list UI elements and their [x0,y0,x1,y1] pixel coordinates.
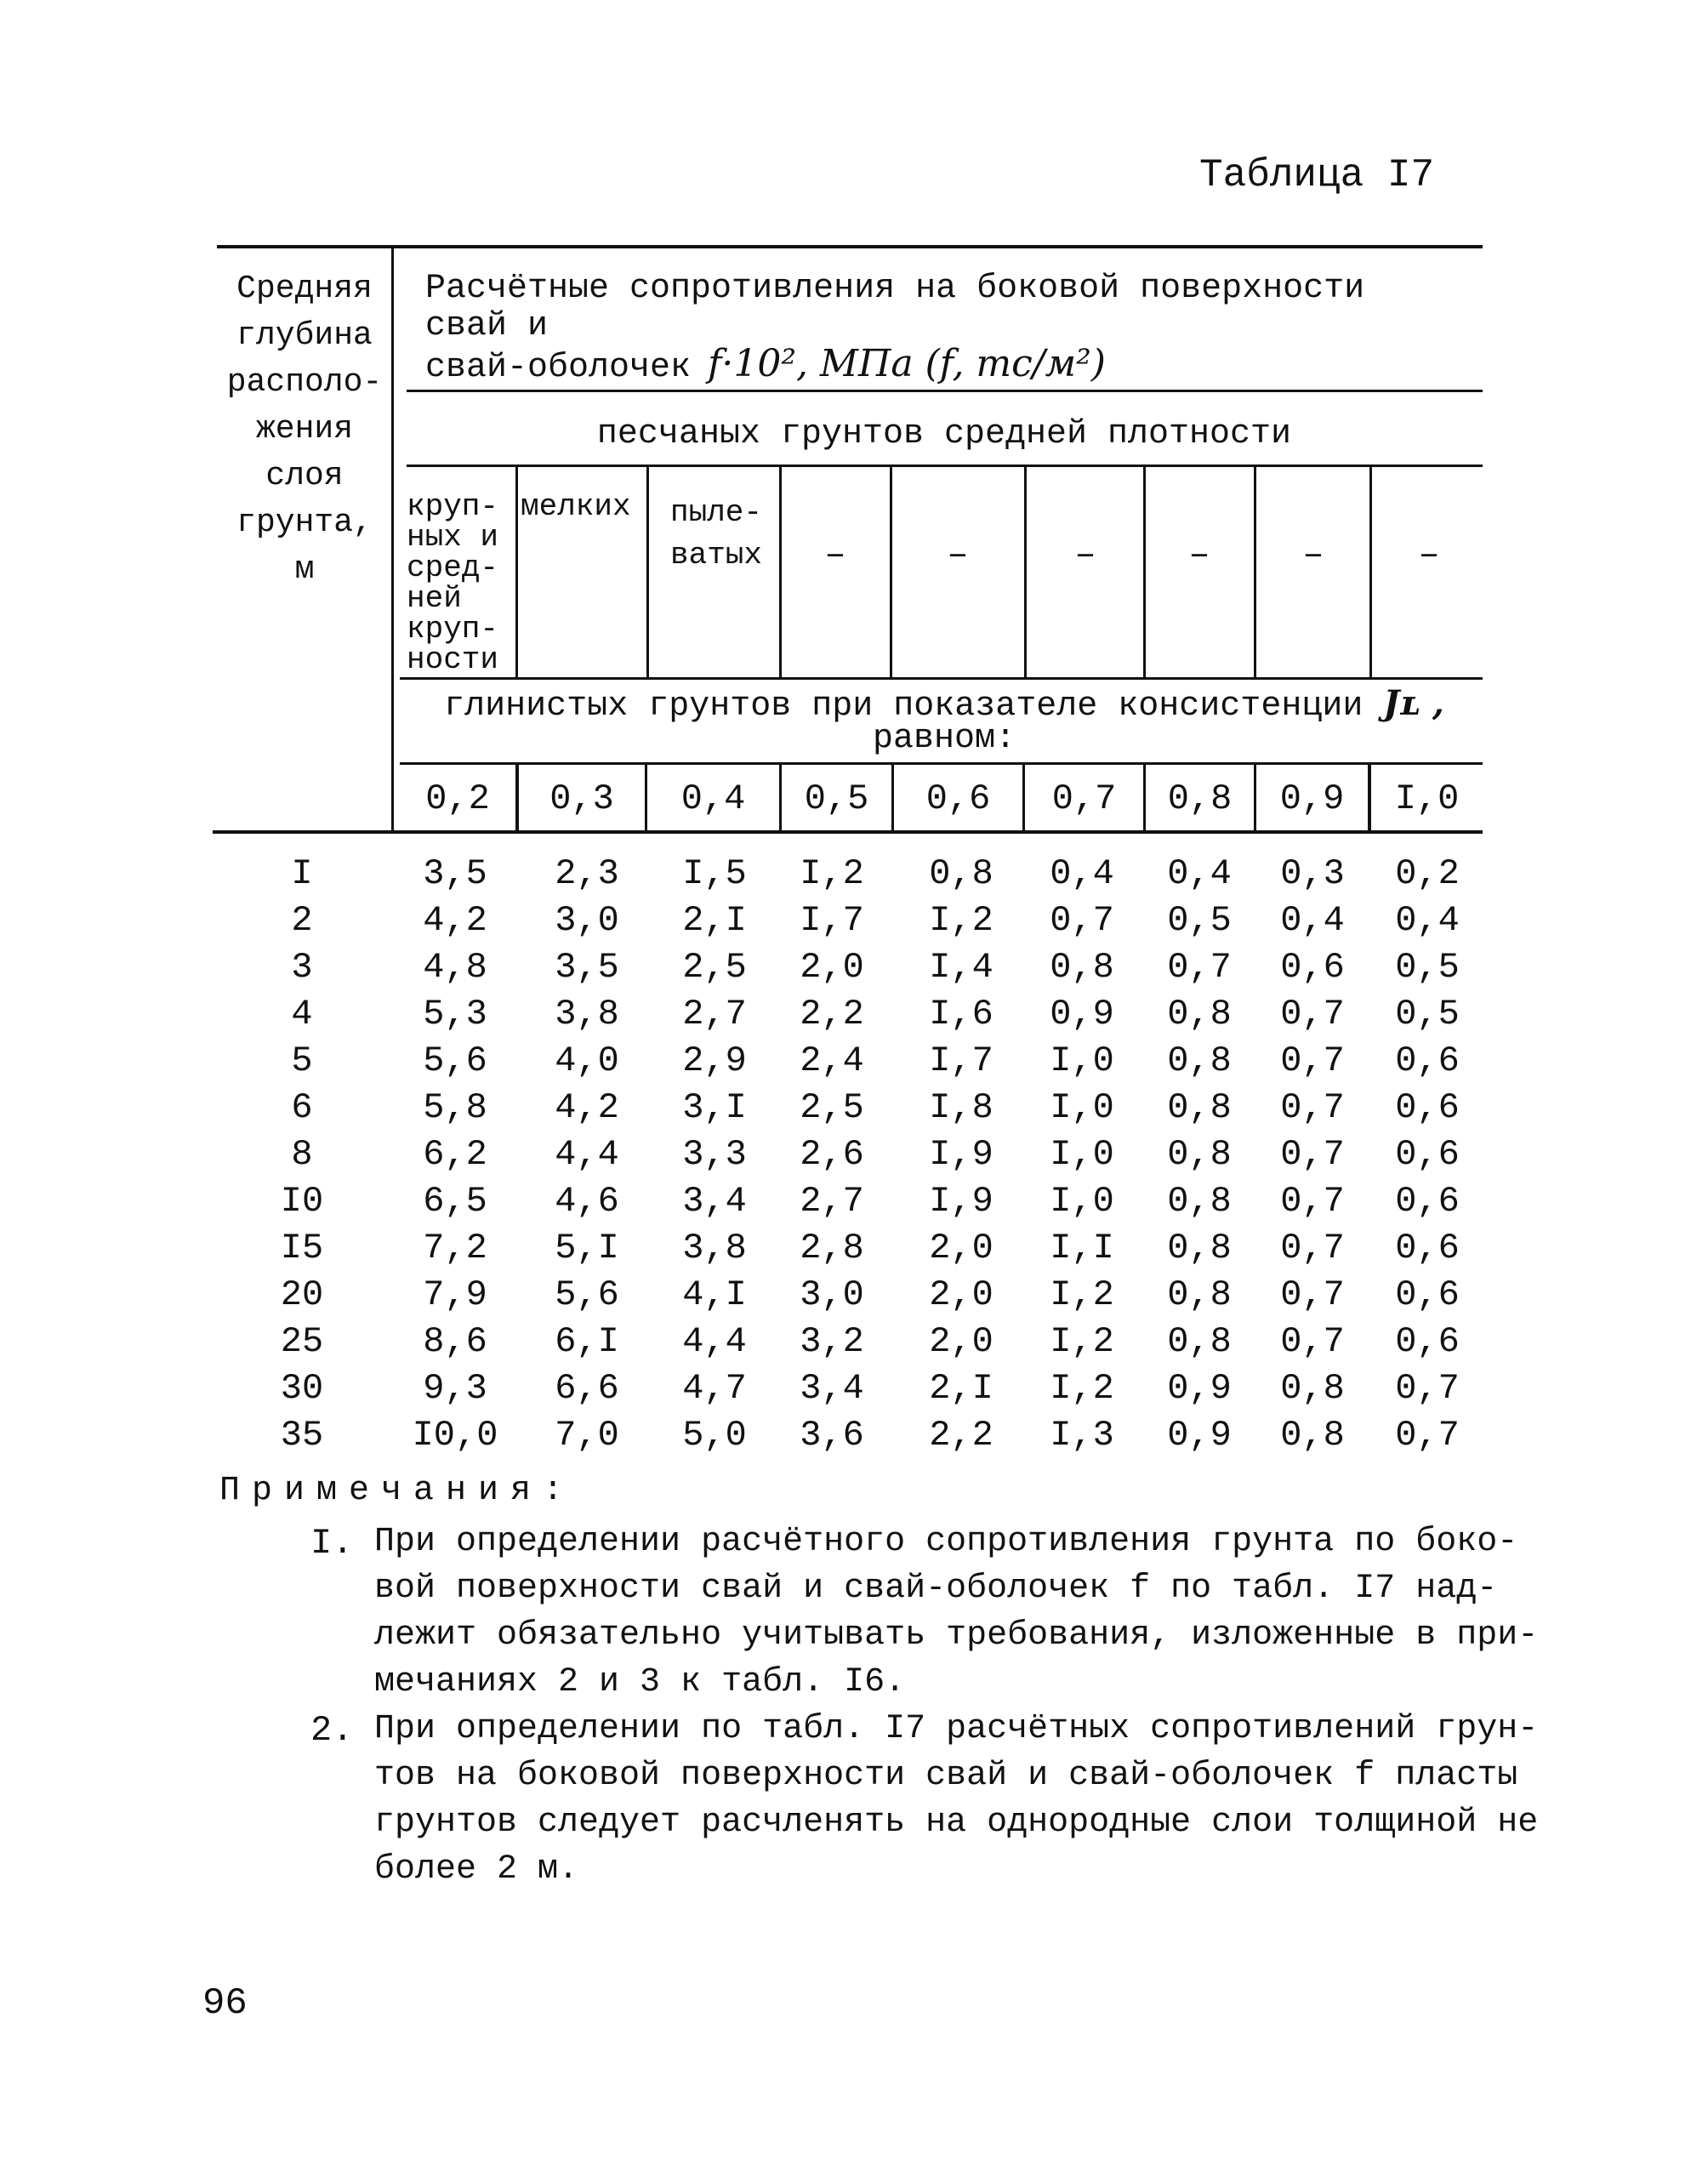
depth-header-line: м [294,551,315,588]
il-value: I,0 [1394,778,1460,819]
sand-col-line: мелких [521,489,631,524]
il-value: 0,4 [680,778,746,819]
clay-group-header [408,683,1480,758]
value-cell: 0,8 [1167,1321,1232,1362]
value-cell: 0,6 [1395,1087,1460,1128]
note-line: вой поверхности свай и свай-оболочек f по табл. I7 над- [374,1570,1498,1608]
value-cell: 2,4 [800,1040,864,1081]
value-cell: 2,2 [929,1415,993,1456]
il-value: 0,8 [1167,778,1233,819]
value-cell: 2,I [929,1368,993,1409]
depth-cell: 4 [291,994,313,1034]
value-cell: I,2 [1050,1321,1114,1362]
value-cell: 0,6 [1280,947,1345,988]
depth-column-divider [391,245,394,832]
sand-col-line: ности [407,642,499,677]
value-cell: 2,0 [929,1321,993,1362]
note-line: тов на боковой поверхности свай и свай-оболочек f пласты [374,1757,1518,1795]
sand-col-coarse [407,489,499,677]
value-cell: 2,9 [682,1040,747,1081]
table-top-rule [217,245,1483,248]
value-cell: 4,2 [423,900,487,941]
value-cell: 2,0 [800,947,864,988]
sand-col-divider [1143,466,1146,677]
value-cell: 0,6 [1395,1134,1460,1175]
sand-col-line: ватых [670,538,763,573]
value-cell: 0,4 [1395,900,1460,941]
value-cell: 0,8 [1167,1181,1232,1222]
value-cell: 2,5 [800,1087,864,1128]
value-cell: 6,I [555,1321,619,1362]
value-cell: 3,0 [555,900,619,941]
il-value: 0,6 [925,778,991,819]
depth-cell: I5 [280,1228,324,1268]
sand-col-divider [1024,466,1027,677]
value-cell: 0,7 [1395,1415,1460,1456]
value-cell: 3,0 [800,1274,864,1315]
value-cell: 0,8 [1167,994,1232,1034]
value-cell: 0,8 [929,853,993,894]
sand-col-divider [646,466,649,677]
clay-header-line-2: равном: [872,720,1016,758]
value-cell: 0,3 [1280,853,1345,894]
depth-cell: 20 [280,1274,324,1315]
value-cell: 0,7 [1280,1181,1345,1222]
value-cell: 0,4 [1280,900,1345,941]
value-cell: 0,7 [1280,1321,1345,1362]
value-cell: 0,6 [1395,1181,1460,1222]
depth-cell: 3 [291,947,313,988]
value-cell: 5,6 [555,1274,619,1315]
value-cell: 5,0 [682,1415,747,1456]
depth-column-header [219,265,390,593]
value-cell: 6,6 [555,1368,619,1409]
sand-col-divider [890,466,892,677]
value-cell: 5,8 [423,1087,487,1128]
sand-col-divider [1254,466,1256,677]
note-line: грунтов следует расчленять на однородные слои толщиной не [374,1804,1539,1842]
value-cell: I,2 [1050,1368,1114,1409]
sand-col-divider [1369,466,1372,677]
il-value: 0,7 [1051,778,1117,819]
depth-header-line: жения [255,411,354,447]
value-cell: I,0 [1050,1181,1114,1222]
value-cell: I,7 [929,1040,993,1081]
depth-header-line: грунта, [236,504,373,541]
value-cell: 0,7 [1280,994,1345,1034]
depth-cell: 30 [280,1368,324,1409]
value-cell: 4,7 [682,1368,747,1409]
value-cell: I,0 [1050,1040,1114,1081]
page-number: 96 [202,1982,248,2025]
il-value: 0,5 [804,778,869,819]
note-line: более 2 м. [374,1850,579,1889]
value-cell: 2,2 [800,994,864,1034]
value-cell: 3,4 [682,1181,747,1222]
value-cell: 3,8 [682,1228,747,1268]
value-cell: I,4 [929,947,993,988]
value-cell: 2,8 [800,1228,864,1268]
value-cell: 4,4 [682,1321,747,1362]
value-cell: 0,5 [1395,947,1460,988]
value-cell: I,0 [1050,1134,1114,1175]
value-cell: I,3 [1050,1415,1114,1456]
depth-cell: 2 [291,900,313,941]
value-cell: 3,5 [555,947,619,988]
note-number: 2. [310,1710,354,1751]
value-cell: 0,7 [1280,1274,1345,1315]
depth-header-line: Средняя [236,271,373,307]
value-cell: 4,I [682,1274,747,1315]
value-cell: 2,6 [800,1134,864,1175]
value-cell: 7,2 [423,1228,487,1268]
value-cell: 4,4 [555,1134,619,1175]
value-cell: 2,0 [929,1228,993,1268]
value-cell: 0,8 [1167,1228,1232,1268]
value-cell: 4,8 [423,947,487,988]
value-cell: I,8 [929,1087,993,1128]
note-line: лежит обязательно учитывать требования, изложенные в при- [374,1616,1539,1655]
empty-dash: – [824,534,846,575]
resistance-header-line-2 [425,342,1446,387]
note-line: При определении расчётного сопротивления грунта по боко- [374,1523,1518,1561]
header-rule-3 [400,677,1483,680]
header-rule-4 [400,762,1483,765]
depth-cell: 25 [280,1321,324,1362]
value-cell: I,2 [1050,1274,1114,1315]
value-cell: 0,7 [1050,900,1114,941]
resistance-header-text: свай-оболочек [425,349,692,387]
value-cell: 3,2 [800,1321,864,1362]
sand-col-line: ней [407,581,462,616]
depth-cell: I0 [280,1181,324,1222]
value-cell: 0,4 [1050,853,1114,894]
value-cell: 0,7 [1280,1228,1345,1268]
value-cell: 0,8 [1280,1415,1345,1456]
value-cell: I,I [1050,1228,1114,1268]
depth-cell: 5 [291,1040,313,1081]
notes-title: Примечания: [219,1472,576,1510]
value-cell: 0,7 [1280,1040,1345,1081]
value-cell: 3,6 [800,1415,864,1456]
depth-cell: 35 [280,1415,324,1456]
value-cell: 0,4 [1167,853,1232,894]
value-cell: 0,6 [1395,1228,1460,1268]
sand-col-line: пыле- [670,495,763,530]
value-cell: 0,7 [1395,1368,1460,1409]
value-cell: 3,8 [555,994,619,1034]
value-cell: 2,7 [800,1181,864,1222]
value-cell: 0,8 [1167,1040,1232,1081]
clay-header-line-1 [408,683,1480,726]
value-cell: 0,7 [1167,947,1232,988]
consistency-symbol: Jʟ , [1383,683,1444,723]
value-cell: I,9 [929,1134,993,1175]
value-cell: 8,6 [423,1321,487,1362]
note-number: I. [310,1523,354,1564]
value-cell: 0,7 [1280,1087,1345,1128]
empty-dash: – [1074,534,1096,575]
value-cell: 0,9 [1050,994,1114,1034]
sand-col-line: сред- [407,550,499,585]
value-cell: 2,7 [682,994,747,1034]
depth-header-line: слоя [265,458,344,494]
note-line: мечаниях 2 и 3 к табл. I6. [374,1663,906,1701]
value-cell: 6,5 [423,1181,487,1222]
value-cell: 0,8 [1280,1368,1345,1409]
value-cell: 0,5 [1395,994,1460,1034]
sand-col-line: круп- [407,489,499,524]
value-cell: 0,8 [1167,1274,1232,1315]
value-cell: I,2 [800,853,864,894]
value-cell: 5,6 [423,1040,487,1081]
header-rule-2 [407,464,1483,467]
il-value: 0,2 [425,778,490,819]
value-cell: 7,0 [555,1415,619,1456]
depth-cell: I [291,853,313,894]
sand-col-fine [521,489,631,524]
value-cell: 7,9 [423,1274,487,1315]
value-cell: I,9 [929,1181,993,1222]
depth-header-line: глубина [236,317,373,354]
value-cell: 9,3 [423,1368,487,1409]
value-cell: 0,8 [1167,1134,1232,1175]
value-cell: 5,I [555,1228,619,1268]
value-cell: I0,0 [412,1415,498,1456]
il-value: 0,9 [1279,778,1345,819]
value-cell: I,7 [800,900,864,941]
value-cell: 2,I [682,900,747,941]
value-cell: I,0 [1050,1087,1114,1128]
value-cell: 3,I [682,1087,747,1128]
sand-col-divider [515,466,518,677]
empty-dash: – [1188,534,1210,575]
resistance-units: f·10², МПа (f, тс/м²) [708,342,1106,385]
header-rule-1 [407,390,1483,392]
value-cell: 4,0 [555,1040,619,1081]
sand-group-header: песчаных грунтов средней плотности [596,415,1292,453]
value-cell: 0,9 [1167,1368,1232,1409]
sand-col-line: круп- [407,612,499,647]
sand-col-divider [779,466,782,677]
value-cell: 0,7 [1280,1134,1345,1175]
depth-header-line: располо- [226,364,383,401]
value-cell: 2,5 [682,947,747,988]
value-cell: 3,3 [682,1134,747,1175]
value-cell: 3,4 [800,1368,864,1409]
value-cell: 0,9 [1167,1415,1232,1456]
value-cell: I,6 [929,994,993,1034]
sand-col-line: ных и [407,520,499,555]
il-value: 0,3 [549,778,614,819]
depth-cell: 8 [291,1134,313,1175]
value-cell: 2,0 [929,1274,993,1315]
clay-header-text: глинистых грунтов при показателе консистенции [444,687,1364,726]
value-cell: 0,8 [1167,1087,1232,1128]
value-cell: 6,2 [423,1134,487,1175]
value-cell: 2,3 [555,853,619,894]
table-header-bottom-rule [213,830,1483,834]
resistance-header [425,271,1446,387]
value-cell: 3,5 [423,853,487,894]
resistance-header-line-1: Расчётные сопротивления на боковой поверхности свай и [425,270,1365,345]
value-cell: 0,5 [1167,900,1232,941]
empty-dash: – [1302,534,1324,575]
value-cell: 0,6 [1395,1040,1460,1081]
value-cell: 0,2 [1395,853,1460,894]
value-cell: I,5 [682,853,747,894]
table-title: Таблица I7 [1199,153,1435,197]
sand-col-silty [670,492,762,577]
value-cell: 0,6 [1395,1321,1460,1362]
value-cell: 5,3 [423,994,487,1034]
value-cell: 0,6 [1395,1274,1460,1315]
note-line: При определении по табл. I7 расчётных сопротивлений грун- [374,1710,1539,1748]
value-cell: I,2 [929,900,993,941]
depth-cell: 6 [291,1087,313,1128]
value-cell: 4,6 [555,1181,619,1222]
value-cell: 4,2 [555,1087,619,1128]
empty-dash: – [1418,534,1440,575]
empty-dash: – [947,534,969,575]
value-cell: 0,8 [1050,947,1114,988]
